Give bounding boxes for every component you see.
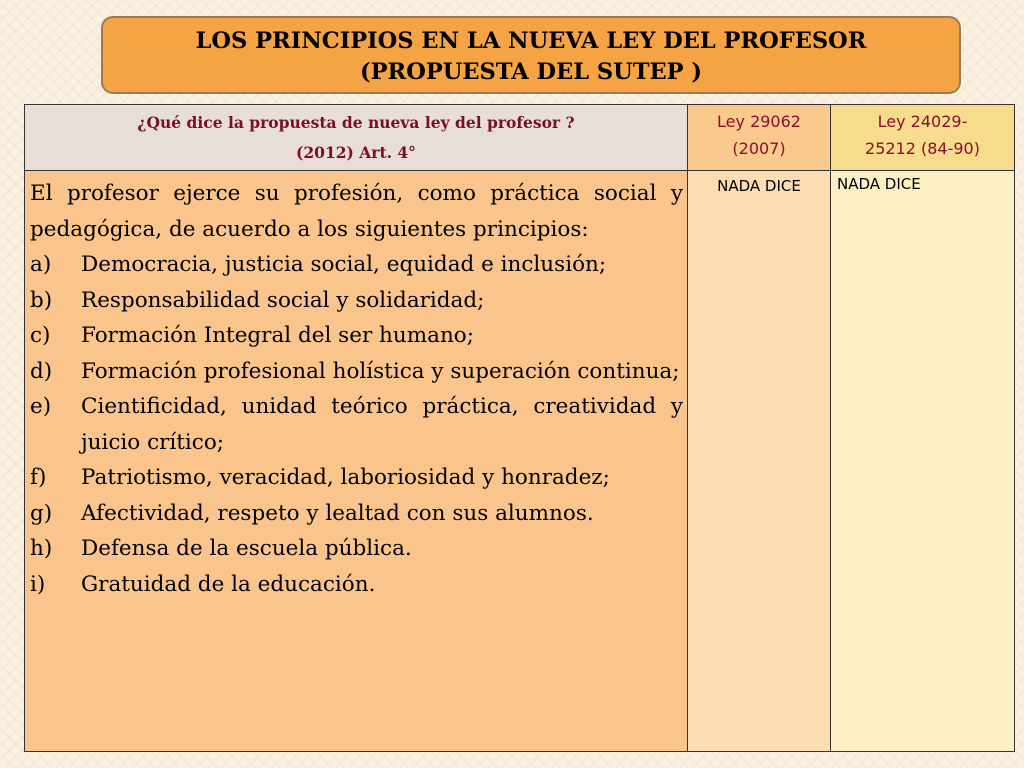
- header-question-line-1: ¿Qué dice la propuesta de nueva ley del profesor ?: [137, 113, 575, 132]
- list-item: [30, 460, 683, 496]
- table-body-row: [25, 171, 1015, 752]
- list-item: [30, 389, 683, 460]
- list-item-text: Defensa de la escuela pública.: [81, 536, 412, 561]
- list-item: [30, 567, 683, 603]
- slide-title: [101, 16, 961, 94]
- list-item: [30, 318, 683, 354]
- header-ley1-line-1: Ley 29062: [717, 112, 801, 131]
- list-item: [30, 247, 683, 283]
- list-item-letter: f): [30, 465, 47, 490]
- list-item: [30, 531, 683, 567]
- list-item-letter: e): [30, 394, 52, 419]
- list-item-text: Afectividad, respeto y lealtad con sus alumnos.: [81, 500, 594, 526]
- header-question-line-2: (2012) Art. 4°: [296, 143, 416, 162]
- list-item-text: Patriotismo, veracidad, laboriosidad y honradez;: [81, 465, 610, 490]
- list-item-letter: g): [30, 500, 53, 526]
- ley-29062-value-cell: [688, 171, 831, 752]
- table-header-row: [25, 105, 1015, 171]
- header-question-cell: [25, 105, 688, 171]
- list-item-text: Formación Integral del ser humano;: [81, 323, 474, 348]
- list-item-text: Formación profesional holística y superación continua;: [81, 358, 680, 384]
- list-item-letter: a): [30, 252, 52, 277]
- title-line-2: (PROPUESTA DEL SUTEP ): [359, 59, 703, 85]
- list-item: [30, 283, 683, 319]
- ley1-value: NADA DICE: [717, 177, 801, 195]
- header-ley2-line-1: Ley 24029-: [877, 112, 968, 131]
- header-ley-24029-cell: [831, 105, 1015, 171]
- title-line-1: LOS PRINCIPIOS EN LA NUEVA LEY DEL PROFESOR: [195, 28, 867, 54]
- ley-24029-value-cell: [831, 171, 1015, 752]
- list-item-letter: d): [30, 358, 53, 384]
- list-item-letter: c): [30, 323, 51, 348]
- list-item-text: Democracia, justicia social, equidad e inclusión;: [81, 252, 607, 277]
- list-item: [30, 354, 683, 390]
- list-item-text: Cientificidad, unidad teórico práctica, creatividad y juicio crítico;: [81, 394, 683, 455]
- list-item-text: Gratuidad de la educación.: [81, 571, 376, 597]
- list-item-text: Responsabilidad social y solidaridad;: [81, 287, 485, 313]
- list-item-letter: b): [30, 287, 53, 313]
- ley2-value: NADA DICE: [837, 175, 921, 193]
- principles-list: [30, 247, 683, 602]
- comparison-table: [24, 104, 1015, 752]
- list-item-letter: i): [30, 571, 46, 597]
- list-item-letter: h): [30, 536, 53, 561]
- list-item: [30, 496, 683, 532]
- header-ley-29062-cell: [688, 105, 831, 171]
- intro-paragraph: El profesor ejerce su profesión, como práctica social y pedagógica, de acuerdo a los siguientes principios:: [30, 181, 683, 242]
- proposal-text-cell: [25, 171, 688, 752]
- header-ley2-line-2: 25212 (84-90): [865, 139, 980, 158]
- header-ley1-line-2: (2007): [732, 139, 786, 158]
